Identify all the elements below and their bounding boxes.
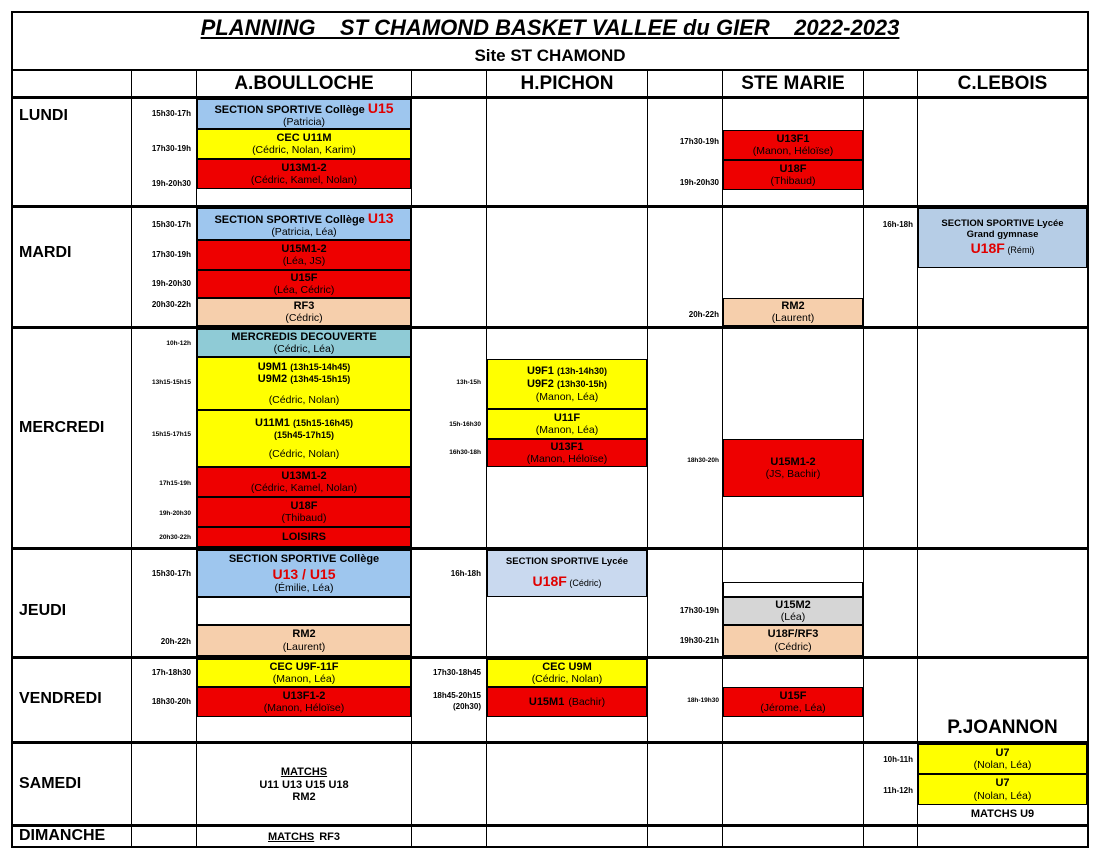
session-category: U18F [970, 240, 1005, 257]
time-slot: 16h-18h [882, 220, 913, 229]
session-coaches: (Bachir) [568, 695, 606, 708]
session-coaches: (Patricia) [282, 116, 325, 129]
session-block [197, 659, 411, 687]
session-block [723, 687, 863, 717]
time-slot: 18h30-20h [151, 697, 191, 706]
session-coaches: (JS, Bachir) [765, 468, 821, 481]
session-name: U9F2 [527, 377, 554, 390]
time-slot: 17h-18h30 [151, 668, 191, 677]
session-block [197, 550, 411, 597]
time-slot: 17h30-19h [679, 137, 719, 146]
session-name: U15F [290, 271, 318, 284]
session-coaches: (Léa) [780, 611, 806, 624]
header-pichon: H.PICHON [520, 73, 614, 94]
session-block [197, 687, 411, 717]
session-name: U15M1 [528, 695, 565, 708]
session-coaches: (Nolan, Léa) [973, 789, 1032, 802]
session-coaches: (Nolan, Léa) [973, 759, 1032, 772]
time-slot: 16h-18h [450, 569, 481, 578]
session-coaches: (Manon, Léa) [535, 424, 599, 437]
empty-slot [723, 582, 863, 597]
session-name: U7 [995, 777, 1010, 790]
day-mardi: MARDI [19, 244, 72, 261]
session-coaches: (Cédric, Nolan) [268, 447, 340, 460]
session-block [197, 467, 411, 497]
session-coaches: (Thibaud) [770, 175, 816, 188]
page-title: PLANNING ST CHAMOND BASKET VALLEE du GIER 2022-2023 [200, 15, 900, 41]
session-name: U13F1 [776, 132, 810, 145]
session-block [197, 208, 411, 240]
time-slot: 15h-16h30 [449, 421, 481, 428]
time-slot: 17h15-19h [159, 480, 191, 487]
session-block [918, 208, 1087, 268]
header-joannon: P.JOANNON [947, 717, 1058, 738]
time-slot: 15h30-17h [151, 109, 191, 118]
time-slot: 19h30-21h [679, 636, 719, 645]
session-name: U15M2 [775, 598, 811, 611]
session-block [723, 439, 863, 497]
session-block [197, 270, 411, 298]
time-slot: 19h-20h30 [679, 178, 719, 187]
matches-label: MATCHS [267, 830, 315, 843]
session-block [197, 527, 411, 547]
session-name: U18F/RF3 [767, 628, 819, 641]
session-name: U13F1 [550, 440, 584, 453]
page-subtitle: Site ST CHAMOND [474, 46, 626, 66]
time-slot: 18h-19h30 [687, 697, 719, 704]
day-lundi: LUNDI [19, 107, 68, 124]
time-slot: 10h-11h [883, 755, 913, 764]
session-coaches: (Cédric, Nolan, Karim) [252, 144, 356, 157]
session-name: CEC U11M [276, 131, 332, 144]
session-hours: (13h45-15h15) [290, 374, 351, 385]
day-samedi: SAMEDI [19, 775, 82, 792]
session-name: U18F [290, 499, 318, 512]
planning-sheet [11, 11, 1089, 848]
session-name: SECTION SPORTIVE Collège [214, 213, 365, 226]
session-coaches: (Émilie, Léa) [274, 581, 334, 594]
time-slot: 16h30-18h [449, 449, 481, 456]
session-name: U11M1 [255, 416, 290, 429]
session-coaches: (Jérome, Léa) [760, 702, 826, 715]
session-name: U13F1-2 [282, 689, 326, 702]
matches-teams: U11 U13 U15 U18 [259, 778, 349, 791]
session-block [197, 298, 411, 326]
session-name: U15F [779, 689, 807, 702]
session-name: RM2 [292, 628, 316, 641]
session-coaches: (Cédric) [569, 578, 602, 588]
time-slot: 17h30-19h [151, 250, 191, 259]
session-coaches: (Manon, Héloïse) [263, 702, 345, 715]
time-slot: 13h15-15h15 [151, 379, 191, 386]
session-name: RM2 [781, 299, 805, 312]
matches-u9: MATCHS U9 [970, 807, 1035, 820]
session-block [723, 130, 863, 160]
session-block [487, 659, 647, 687]
empty-slot [197, 597, 411, 625]
time-slot: 18h45-20h15 [432, 691, 481, 700]
session-block [723, 160, 863, 190]
session-category: U18F [532, 573, 567, 589]
session-name: SECTION SPORTIVE Lycée [941, 217, 1064, 229]
session-name: RF3 [293, 299, 315, 312]
session-coaches: (Cédric, Nolan) [531, 673, 603, 686]
session-block [197, 129, 411, 159]
session-name: CEC U9F-11F [269, 660, 339, 673]
session-block [723, 298, 863, 326]
session-block [487, 359, 647, 409]
session-name: CEC U9M [542, 660, 592, 673]
time-slot: 11h-12h [883, 786, 913, 795]
matches-teams: RF3 [319, 830, 340, 843]
session-coaches: (Patricia, Léa) [271, 226, 337, 239]
time-slot: 17h30-19h [151, 144, 191, 153]
session-block [197, 410, 411, 467]
session-coaches: (Laurent) [282, 640, 326, 653]
time-slot: 20h30-22h [159, 534, 191, 541]
session-hours: (13h15-14h45) [290, 361, 351, 372]
time-slot: 20h-22h [688, 310, 719, 319]
session-name: U13M1-2 [281, 469, 327, 482]
time-slot: 15h15-17h15 [151, 431, 191, 438]
session-hours: (13h30-15h) [556, 378, 607, 389]
session-block [487, 409, 647, 439]
session-category: U13 / U15 [272, 565, 336, 582]
session-name: U13M1-2 [281, 161, 327, 174]
time-slot: 15h30-17h [151, 569, 191, 578]
time-slot: 20h30-22h [151, 300, 191, 309]
session-coaches: (Cédric) [774, 640, 812, 653]
session-coaches: (Manon, Héloïse) [752, 145, 834, 158]
session-name: U11F [553, 411, 581, 424]
session-name: SECTION SPORTIVE Lycée [505, 556, 629, 568]
session-block [487, 687, 647, 717]
day-jeudi: JEUDI [19, 602, 67, 619]
time-slot: 13h-15h [456, 379, 481, 386]
session-coaches: (Manon, Léa) [272, 673, 336, 686]
session-name: U9M1 [257, 360, 288, 373]
header-ste-marie: STE MARIE [741, 73, 845, 94]
time-slot: (20h30) [452, 702, 481, 711]
session-name: U9M2 [257, 373, 288, 386]
session-coaches: (Rémi) [1007, 245, 1035, 256]
header-lebois: C.LEBOIS [957, 73, 1048, 94]
day-dimanche: DIMANCHE [19, 827, 106, 844]
session-block [487, 439, 647, 467]
session-name: LOISIRS [281, 530, 326, 543]
session-category: U13 [367, 209, 394, 226]
time-slot: 19h-20h30 [159, 510, 191, 517]
session-name: U7 [995, 746, 1010, 759]
time-slot: 10h-12h [166, 340, 191, 347]
session-category: U15 [367, 99, 394, 116]
day-mercredi: MERCREDI [19, 419, 105, 436]
session-name: SECTION SPORTIVE Collège [214, 103, 365, 116]
session-block [918, 744, 1087, 774]
session-coaches: (Léa, Cédric) [273, 284, 335, 297]
session-name: U9F1 [527, 365, 554, 378]
session-coaches: (Cédric, Kamel, Nolan) [250, 482, 358, 495]
session-coaches: (Cédric, Nolan) [268, 394, 340, 407]
day-vendredi: VENDREDI [19, 690, 102, 707]
session-block [918, 774, 1087, 805]
session-coaches: (Laurent) [771, 312, 815, 325]
time-slot: 15h30-17h [151, 220, 191, 229]
session-hours: (15h15-16h45) [292, 417, 353, 428]
time-slot: 18h30-20h [687, 457, 719, 464]
session-name: U15M1-2 [281, 242, 327, 255]
time-slot: 17h30-19h [679, 606, 719, 615]
header-boulloche: A.BOULLOCHE [234, 73, 374, 94]
session-coaches: (Cédric, Léa) [273, 343, 335, 356]
session-coaches: (Thibaud) [281, 512, 327, 525]
time-slot: 19h-20h30 [151, 179, 191, 188]
session-coaches: (Manon, Léa) [535, 390, 599, 403]
session-coaches: (Cédric, Kamel, Nolan) [250, 174, 358, 187]
session-block [197, 329, 411, 357]
time-slot: 17h30-18h45 [432, 668, 481, 677]
session-block [197, 357, 411, 410]
session-block [487, 550, 647, 597]
matches-block [197, 827, 411, 847]
session-name: SECTION SPORTIVE Collège [228, 553, 380, 566]
session-block [197, 240, 411, 270]
session-hours: (15h45-17h15) [273, 429, 335, 440]
session-block [197, 99, 411, 129]
session-block [197, 497, 411, 527]
session-coaches: (Léa, JS) [282, 255, 326, 268]
time-slot: 20h-22h [160, 637, 191, 646]
session-block [723, 625, 863, 656]
session-hours: (13h-14h30) [556, 366, 607, 377]
session-venue: Grand gymnase [966, 228, 1039, 240]
session-block [723, 597, 863, 625]
session-coaches: (Cédric) [285, 312, 323, 325]
session-block [197, 159, 411, 189]
matches-teams: RM2 [292, 791, 316, 804]
matches-label: MATCHS [280, 766, 328, 779]
time-slot: 19h-20h30 [151, 279, 191, 288]
session-name: U18F [779, 162, 807, 175]
session-name: U15M1-2 [770, 455, 816, 468]
matches-block [197, 761, 411, 809]
session-block [197, 625, 411, 656]
session-name: MERCREDIS DECOUVERTE [231, 330, 377, 343]
session-coaches: (Manon, Héloïse) [526, 453, 608, 466]
